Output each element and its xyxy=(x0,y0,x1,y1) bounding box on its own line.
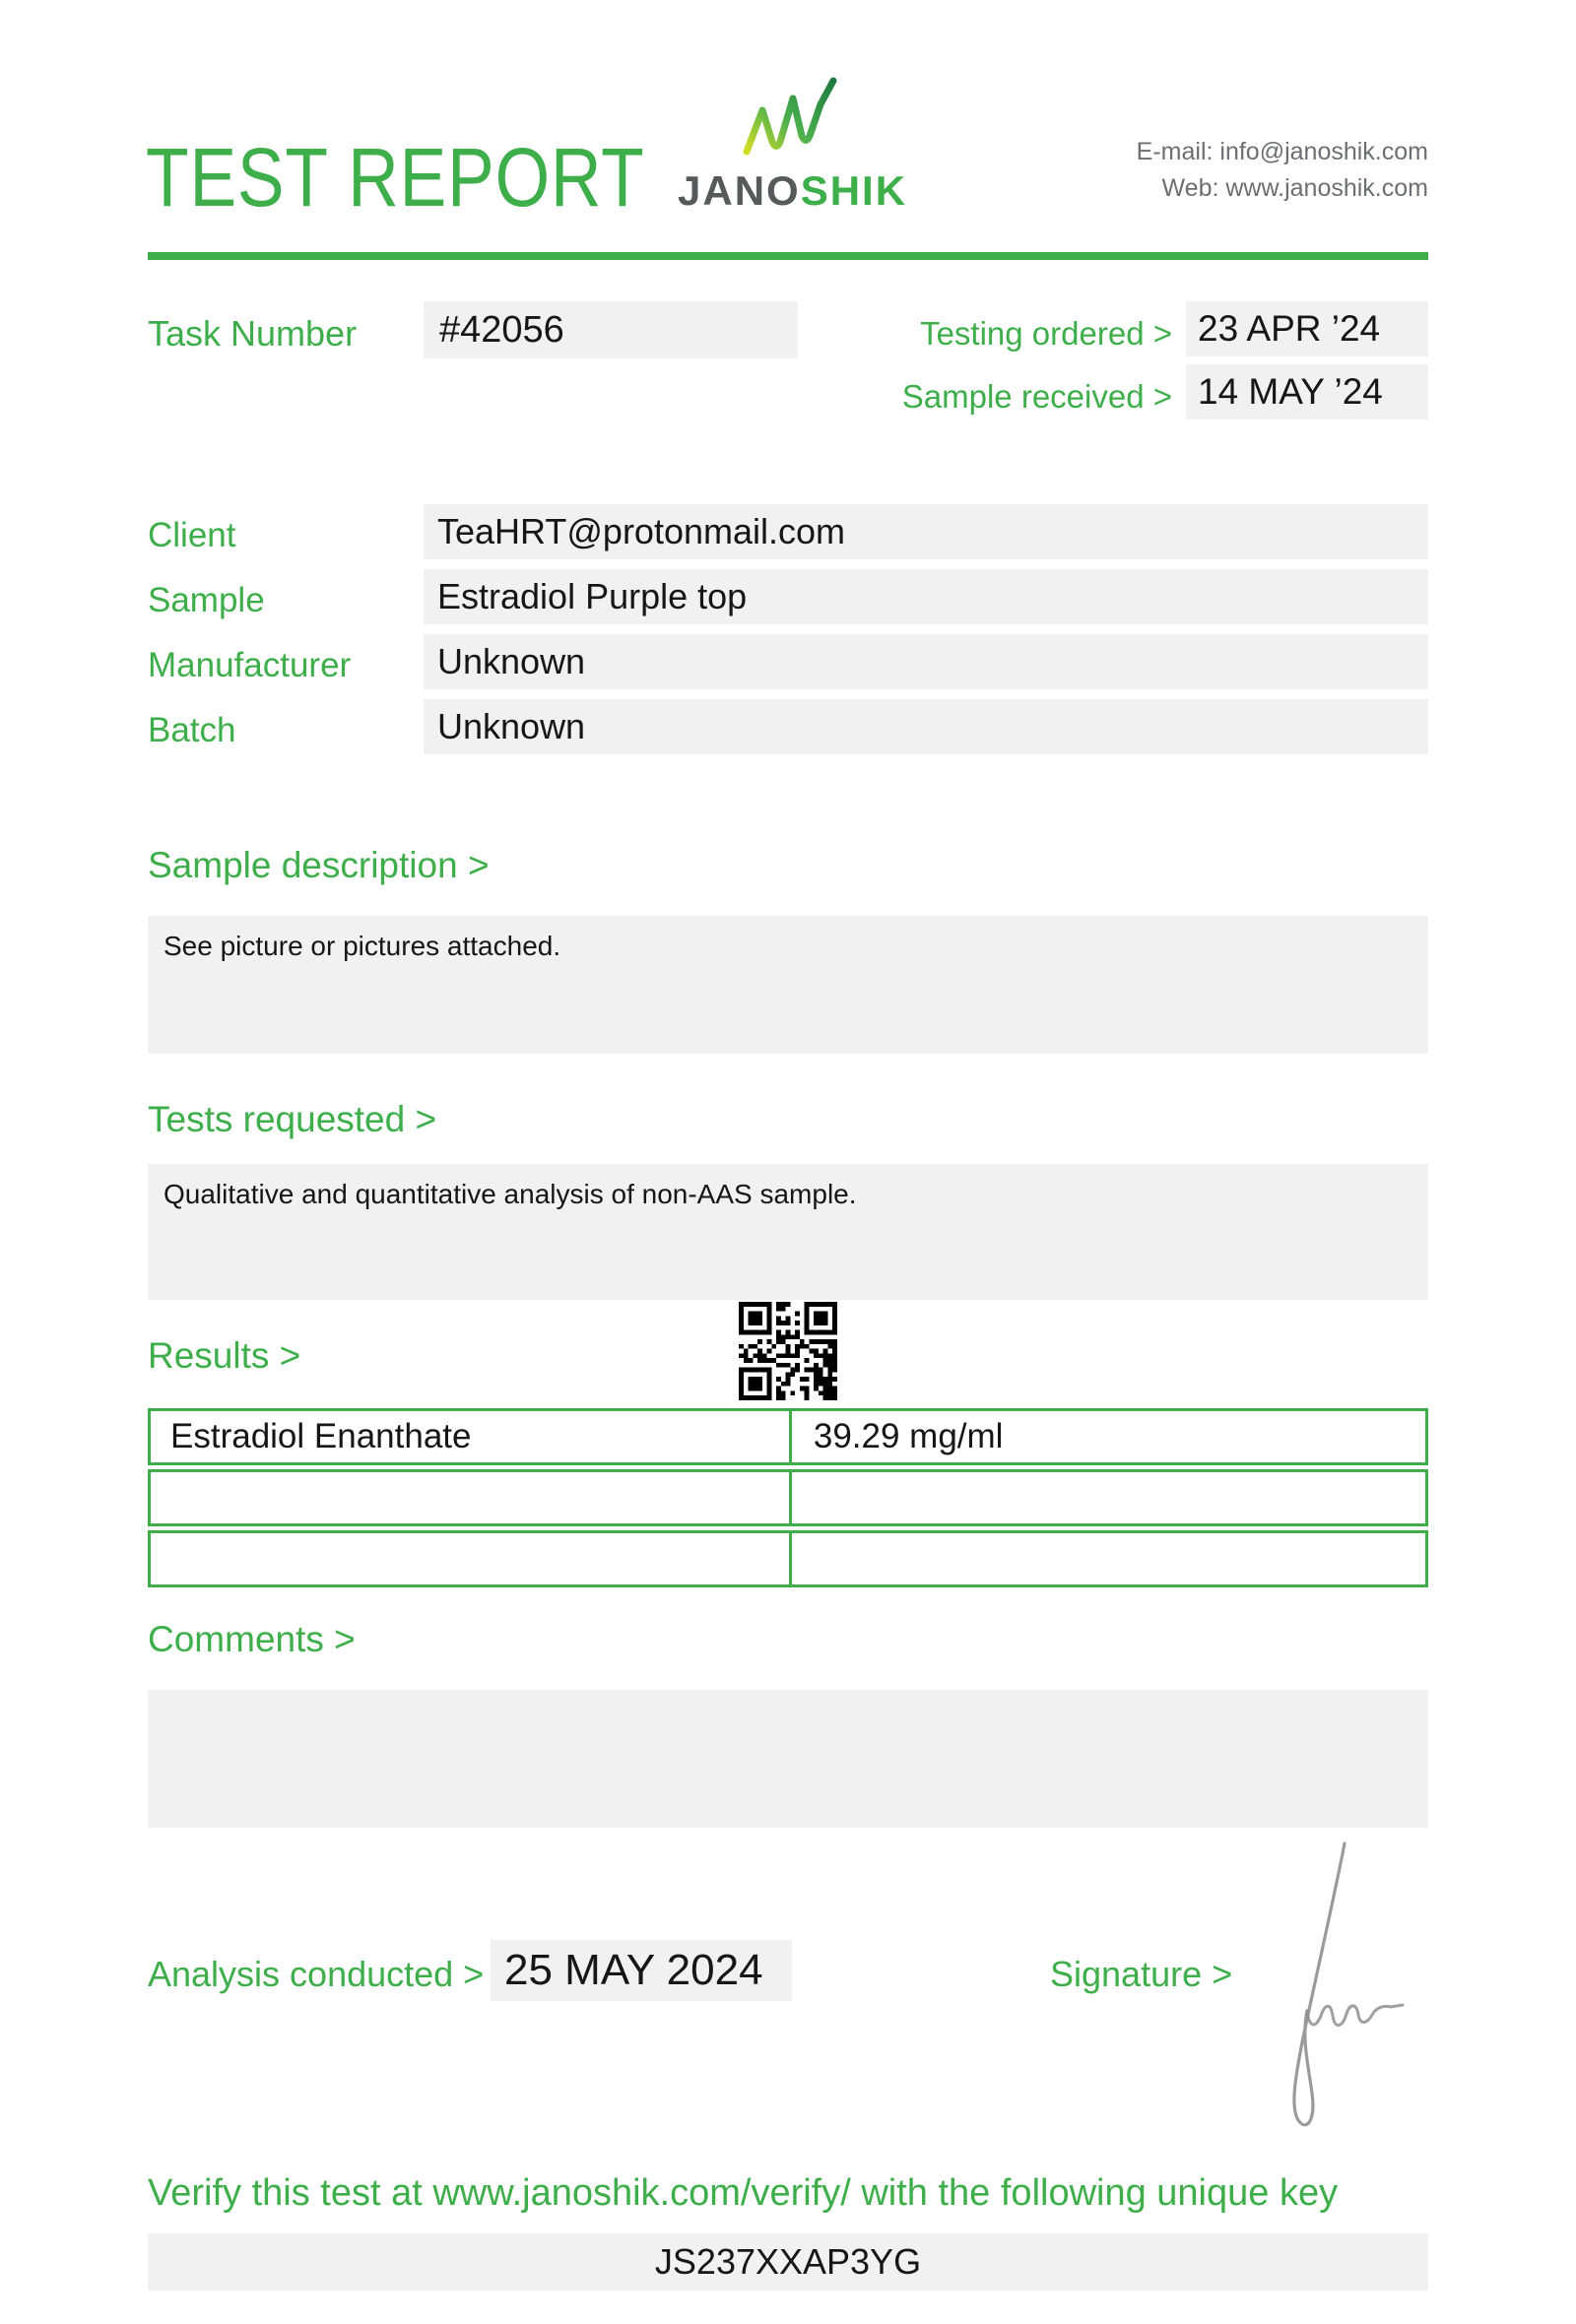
verify-key: JS237XXAP3YG xyxy=(148,2233,1428,2291)
brand-shik: SHIK xyxy=(800,167,908,214)
testing-ordered-value: 23 APR ’24 xyxy=(1186,301,1428,356)
batch-label: Batch xyxy=(148,711,236,749)
sample-received-value: 14 MAY ’24 xyxy=(1186,364,1428,420)
qr-code xyxy=(739,1302,837,1400)
sample-received-label: Sample received > xyxy=(901,378,1172,415)
header-divider xyxy=(148,252,1428,260)
tests-requested-heading: Tests requested > xyxy=(148,1099,437,1139)
table-row xyxy=(148,1408,1428,1465)
brand-jano: JANO xyxy=(678,167,801,214)
signature-label: Signature > xyxy=(1050,1954,1233,1994)
results-heading: Results > xyxy=(148,1335,301,1376)
sample-value: Estradiol Purple top xyxy=(424,569,1428,624)
table-row xyxy=(148,1530,1428,1587)
brand-wordmark xyxy=(678,167,908,215)
result-cell xyxy=(792,1533,1425,1584)
sample-description-heading: Sample description > xyxy=(148,845,490,885)
results-table xyxy=(148,1408,1428,1591)
analysis-conducted-value: 25 MAY 2024 xyxy=(491,1940,792,2001)
manufacturer-label: Manufacturer xyxy=(148,646,352,684)
analysis-conducted-label: Analysis conducted > xyxy=(148,1954,485,1994)
analyte-cell: Estradiol Enanthate xyxy=(151,1411,792,1462)
batch-value: Unknown xyxy=(424,699,1428,754)
comments-heading: Comments > xyxy=(148,1619,356,1659)
tests-requested-box xyxy=(148,1164,1428,1300)
table-row xyxy=(148,1469,1428,1526)
analyte-cell xyxy=(151,1533,792,1584)
task-number-value: #42056 xyxy=(424,301,798,358)
tests-requested-text: Qualitative and quantitative analysis of non-AAS sample. xyxy=(164,1179,857,1209)
result-cell: 39.29 mg/ml xyxy=(813,1417,1004,1455)
contact-email: E-mail: info@janoshik.com xyxy=(1136,138,1428,165)
testing-ordered-label: Testing ordered > xyxy=(920,315,1172,352)
signature-scribble xyxy=(1271,1830,1430,2143)
result-cell xyxy=(792,1472,1425,1523)
contact-block xyxy=(985,134,1428,207)
sample-description-box xyxy=(148,916,1428,1054)
task-number-label: Task Number xyxy=(148,313,358,354)
page-title: TEST REPORT xyxy=(146,131,645,224)
comments-box xyxy=(148,1690,1428,1828)
growth-chart-icon xyxy=(739,71,837,161)
verify-heading: Verify this test at www.janoshik.com/verify/ with the following unique key xyxy=(148,2172,1339,2214)
client-value: TeaHRT@protonmail.com xyxy=(424,504,1428,559)
sample-description-text: See picture or pictures attached. xyxy=(164,931,561,961)
sample-label: Sample xyxy=(148,581,265,619)
manufacturer-value: Unknown xyxy=(424,634,1428,689)
client-label: Client xyxy=(148,516,236,554)
contact-web: Web: www.janoshik.com xyxy=(1161,174,1428,202)
analyte-cell xyxy=(151,1472,792,1523)
